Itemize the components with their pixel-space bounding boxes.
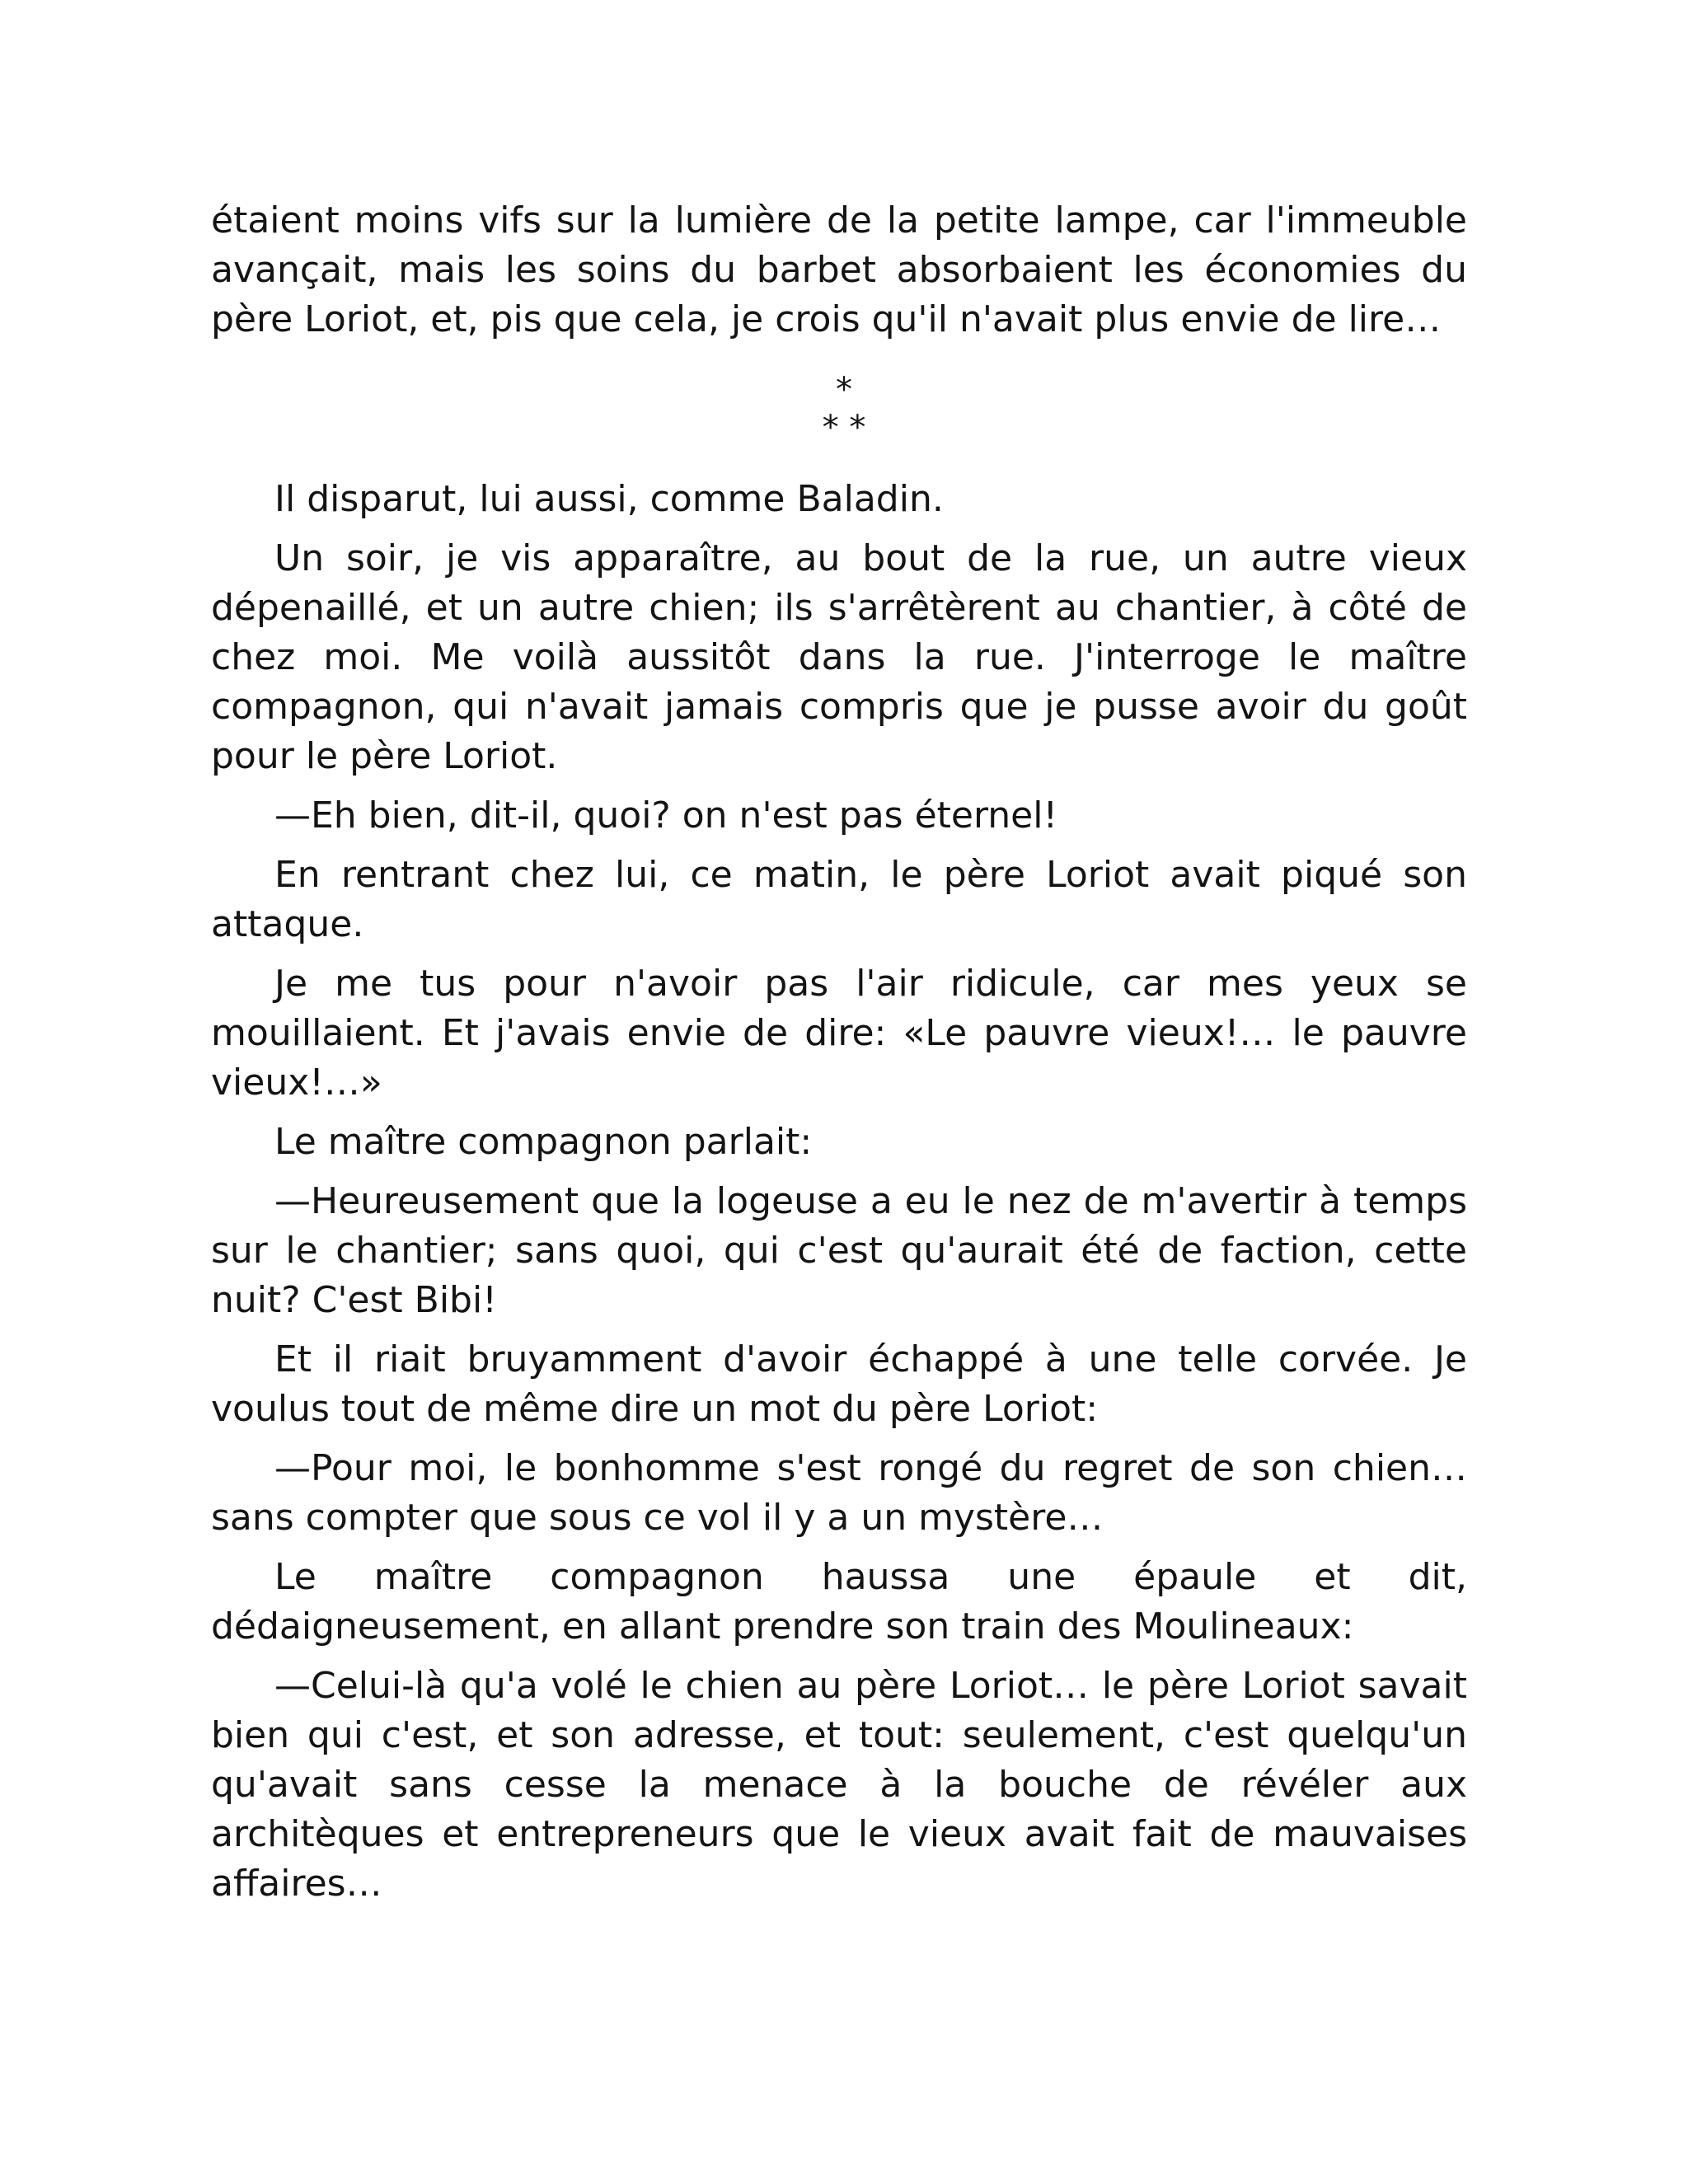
section-separator [211, 371, 1467, 447]
paragraph-3: —Eh bien, dit-il, quoi? on n'est pas éternel! [274, 794, 1058, 837]
paragraph-6: Le maître compagnon parlait: [274, 1121, 813, 1163]
paragraph-continued: étaient moins vifs sur la lumière de la petite lampe, car l'immeuble avançait, mais les soins du barbet absorbaient les économies du père Loriot, et, pis que cela, je crois qu'il n'avait plus envie de lire… [211, 199, 1467, 340]
paragraph-2: Un soir, je vis apparaître, au bout de la rue, un autre vieux dépenaillé, et un autre chien; ils s'arrêtèrent au chantier, à côté de chez moi. Me voilà aussitôt dans la rue. J'interroge le maître compagnon, qui n'avait jamais compris que je pusse avoir du goût pour le père Loriot. [211, 537, 1467, 777]
paragraph-8: Et il riait bruyamment d'avoir échappé à une telle corvée. Je voulus tout de même dire un mot du père Loriot: [211, 1338, 1467, 1430]
separator-line-2: * * [822, 409, 866, 447]
paragraph-1: Il disparut, lui aussi, comme Baladin. [274, 478, 944, 520]
page-body [211, 196, 1467, 1909]
paragraph-11: —Celui-là qu'a volé le chien au père Loriot… le père Loriot savait bien qui c'est, et son adresse, et tout: seulement, c'est quelqu'un qu'avait sans cesse la menace à la bouche de révéler aux architèques et entrepreneurs que le vieux avait fait de mauvaises affaires… [211, 1665, 1467, 1905]
paragraph-5: Je me tus pour n'avoir pas l'air ridicule, car mes yeux se mouillaient. Et j'avais envie de dire: «Le pauvre vieux!… le pauvre vieux!…» [211, 963, 1467, 1104]
paragraph-9: —Pour moi, le bonhomme s'est rongé du regret de son chien… sans compter que sous ce vol il y a un mystère… [211, 1447, 1467, 1539]
paragraph-7: —Heureusement que la logeuse a eu le nez de m'avertir à temps sur le chantier; sans quoi, qui c'est qu'aurait été de faction, cette nuit? C'est Bibi! [211, 1180, 1467, 1321]
separator-line-1: * [836, 371, 852, 409]
paragraph-10: Le maître compagnon haussa une épaule et dit, dédaigneusement, en allant prendre son train des Moulineaux: [211, 1556, 1467, 1647]
paragraph-4: En rentrant chez lui, ce matin, le père Loriot avait piqué son attaque. [211, 854, 1467, 945]
